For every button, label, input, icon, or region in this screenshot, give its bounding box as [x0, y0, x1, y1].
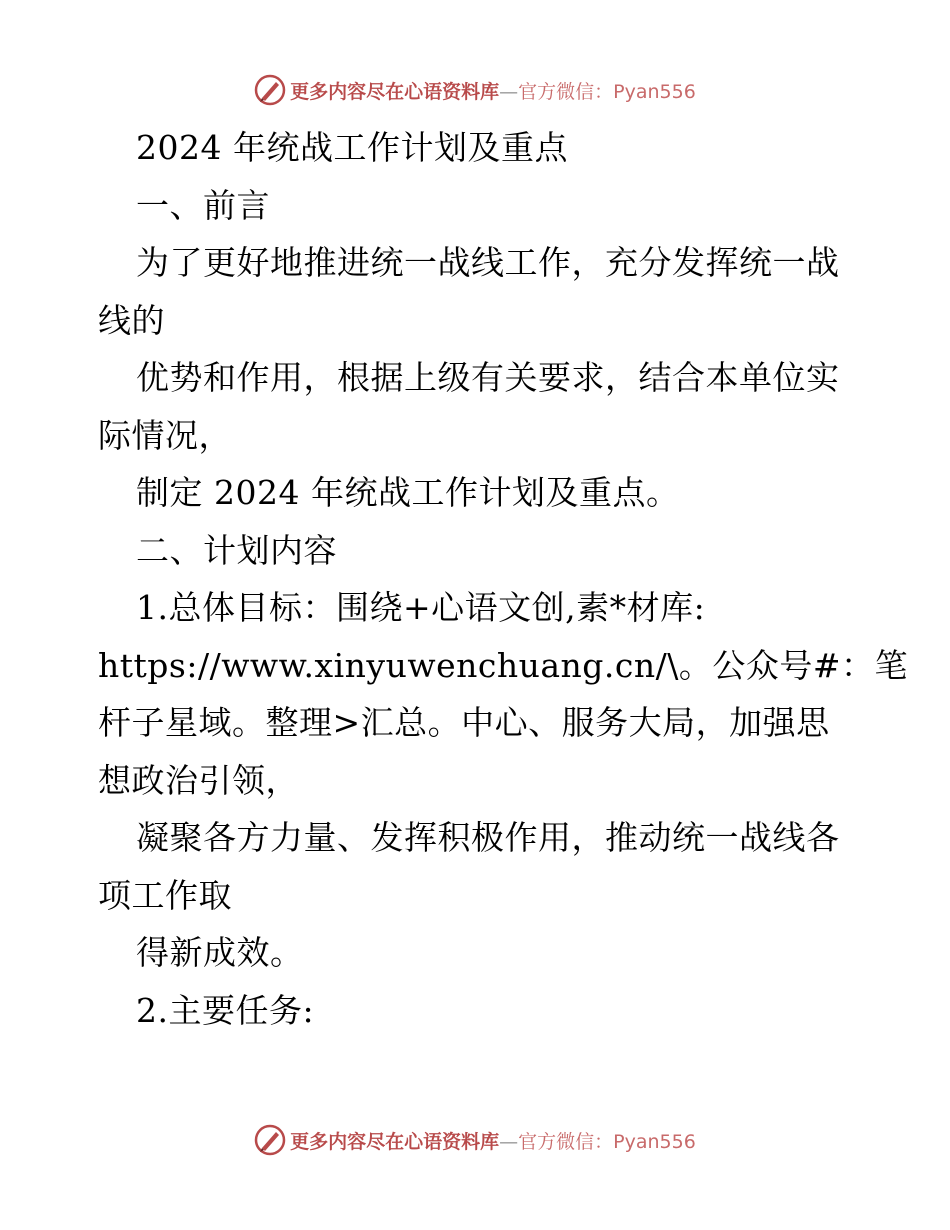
watermark-dash: —	[499, 1130, 519, 1153]
document-body	[98, 119, 909, 1039]
document-line: 得新成效。	[136, 933, 304, 972]
document-line: 制定 2024 年统战工作计划及重点。	[136, 473, 680, 512]
watermark-text	[290, 1127, 696, 1154]
document-line: 一、前言	[136, 185, 270, 225]
watermark-lead: 更多内容尽在心语资料库	[290, 1130, 500, 1153]
watermark-lead: 更多内容尽在心语资料库	[290, 80, 500, 103]
watermark-contact: 官方微信：Pyan556	[518, 1130, 696, 1153]
document-line: 2024 年统战工作计划及重点	[136, 128, 568, 167]
document-line: 为了更好地推进统一战线工作，充分发挥统一战	[136, 243, 840, 282]
document-line: 凝聚各方力量、发挥积极作用，推动统一战线各	[136, 818, 840, 857]
document-line: 想政治引领，	[98, 760, 299, 800]
document-line: 杆子星域。整理>汇总。中心、服务大局，加强思	[98, 703, 830, 742]
document-line: 际情况，	[98, 415, 232, 455]
header-watermark	[0, 70, 950, 110]
pen-logo-icon	[254, 74, 286, 106]
watermark-contact: 官方微信：Pyan556	[518, 80, 696, 103]
document-line: 1.总体目标：围绕+心语文创,素*材库:	[136, 588, 706, 627]
watermark-text	[290, 77, 696, 104]
pen-logo-icon	[254, 1124, 286, 1156]
watermark-dash: —	[499, 80, 519, 103]
document-line: 优势和作用，根据上级有关要求，结合本单位实	[136, 358, 840, 397]
footer-watermark	[0, 1120, 950, 1160]
document-line: 项工作取	[98, 875, 232, 915]
document-line: 线的	[98, 300, 165, 340]
document-line: https://www.xinyuwenchuang.cn/\。公众号#：笔	[98, 645, 909, 685]
document-line: 二、计划内容	[136, 530, 337, 570]
document-line: 2.主要任务:	[136, 990, 315, 1030]
